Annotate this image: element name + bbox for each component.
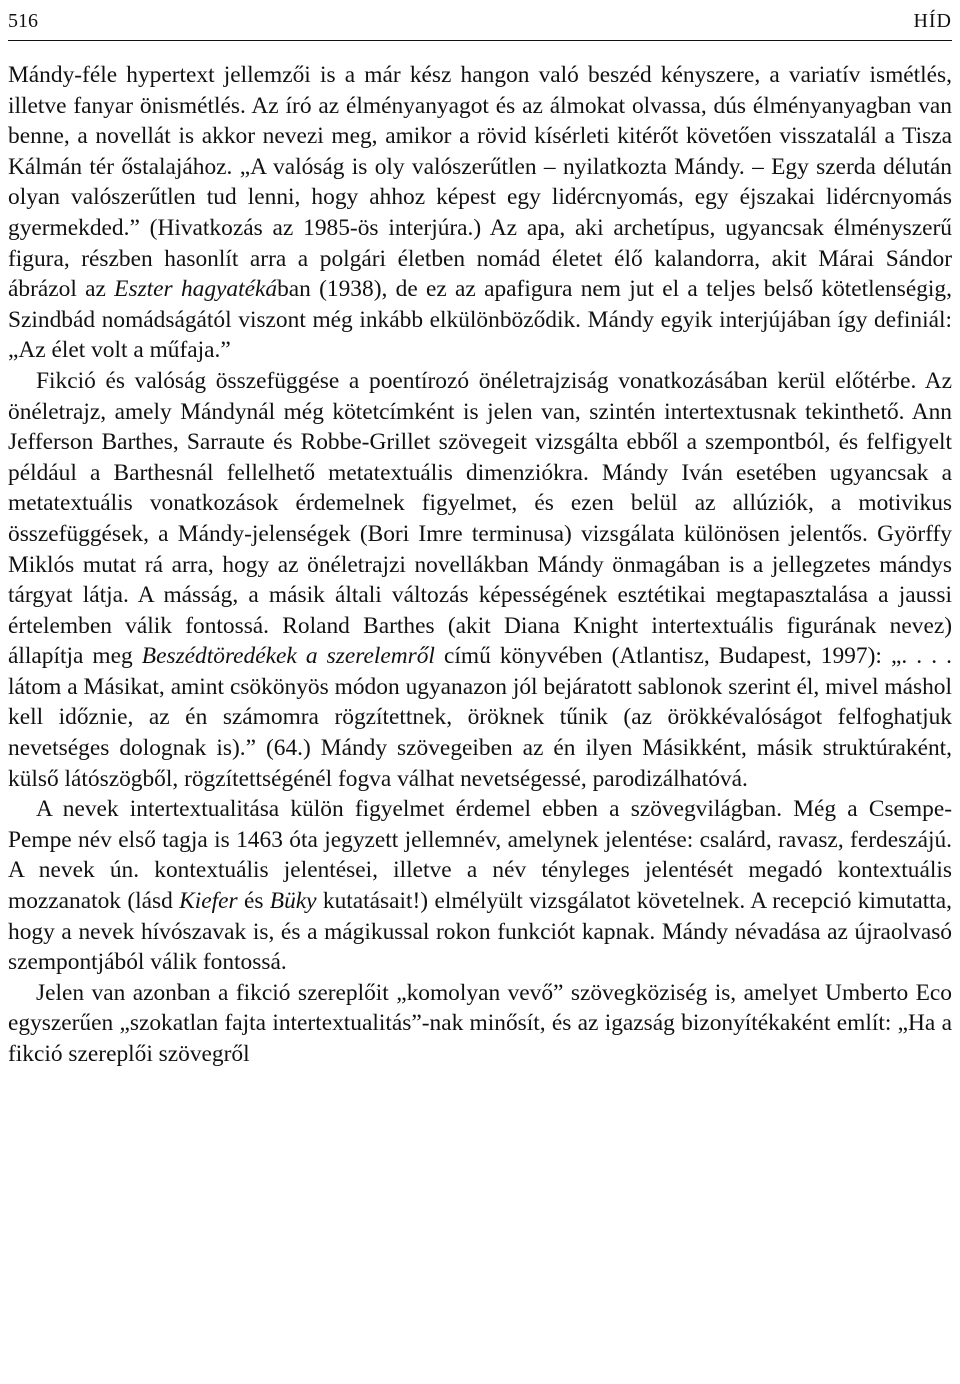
journal-name: HÍD <box>913 10 952 32</box>
paragraph-text: című könyvében (Atlantisz, Budapest, 1997): „. . . . látom a Másikat, amint csökönyös módon ugyanazon jól bejáratott sablonok szerint él, mivel máshol kell időznie, az én számomra rögzítettnek, öröknek tűnik (az örökkévalóságot felfoghatjuk nevetséges dolognak is).” (64.) Mándy szövegeiben az én ilyen Másikként, másik struktúraként, külső látószögből, rögzítettségénél fogva válhat nevetségessé, parodizálhatóvá. <box>8 643 952 792</box>
paragraph <box>8 60 952 366</box>
italic-title-text: Beszédtöredékek a szerelemről <box>141 643 435 670</box>
italic-title-text: Kiefer <box>179 888 238 915</box>
header-rule <box>8 40 952 41</box>
italic-title-text: Büky <box>269 888 317 915</box>
paragraph-text: A nevek intertextualitása külön figyelmet érdemel ebben a szövegvilágban. Még a Csempe-Pempe név első tagja is 1463 óta jegyzett jellemnév, amelynek jelentése: csalárd, ravasz, ferdeszájú. A nevek ún. kontextuális jelentései, illetve a név tényleges jelentését megadó kontextuális mozzanatok (lásd <box>8 796 952 915</box>
running-head <box>8 6 952 36</box>
paragraph-text: Jelen van azonban a fikció szereplőit „komolyan vevő” szövegköziség is, amelyet Umberto Eco egyszerűen „szokatlan fajta intertextualitás”-nak minősít, és az igazság bizonyítékaként említ: „Ha a fikció szereplői szövegről <box>8 979 952 1067</box>
paragraph <box>8 794 952 978</box>
paragraph <box>8 978 952 1070</box>
body-text <box>8 60 952 1070</box>
paragraph-text: ban (1938), de ez az apafigura nem jut el a teljes belső kötetlenségig, Szindbád nomádságától viszont még inkább elkülönböződik. Mándy egyik interjújában így definiál: „Az élet volt a műfaja.” <box>8 276 952 364</box>
italic-title-text: Eszter hagyatéká <box>114 276 278 303</box>
paragraph-text: és <box>237 888 270 915</box>
paragraph-text: Fikció és valóság összefüggése a poentírozó önéletrajziság vonatkozásában kerül előtérbe. Az önéletrajz, amely Mándynál még kötetcímként is jelen van, szintén intertextusnak tekinthető. Ann Jefferson Barthes, Sarraute és Robbe-Grillet szövegeit vizsgálta ebből a szempontból, és felfigyelt például a Barthesnál fellelhető metatextuális dimenziókra. Mándy Iván esetében ugyancsak a metatextuális vonatkozások érdemelnek figyelmet, és ezen belül az allúziók, a motivikus összefüggések, a Mándy-jelenségek (Bori Imre terminusa) vizsgálata különösen jelentős. Györffy Miklós mutat rá arra, hogy az önéletrajzi novellákban Mándy önmagában is a jellegzetes mándys tárgyat látja. A másság, a másik általi változás képességének esztétikai megtapasztalása a jaussi értelemben válik fontossá. Roland Barthes (akit Diana Knight intertextuális figurának nevez) állapítja meg <box>8 367 952 670</box>
page-number: 516 <box>8 10 38 32</box>
paragraph <box>8 366 952 794</box>
paragraph-text: Mándy-féle hypertext jellemzői is a már kész hangon való beszéd kényszere, a variatív ismétlés, illetve fanyar önismétlés. Az író az élményanyagot és az álmokat olvassa, dús élményanyagban van benne, a novellát is akkor nevezi meg, amikor a rövid kísérleti kitérőt követően visszatalál a Tisza Kálmán tér őstalajához. „A valóság is oly valószerűtlen – nyilatkozta Mándy. – Egy szerda délután olyan valószerűtlen tud lenni, hogy ahhoz képest egy lidércnyomás, egy éjszakai lidércnyomás gyermekded.” (Hivatkozás az 1985-ös interjúra.) Az apa, aki archetípus, ugyancsak élményszerű figura, részben hasonlít arra a polgári életben nomád életet élő kalandorra, akit Márai Sándor ábrázol az <box>8 62 952 303</box>
paragraph-text: kutatásait!) elmélyült vizsgálatot követelnek. A recepció kimutatta, hogy a nevek hívószavak is, és a mágikussal rokon funkciót kapnak. Mándy névadása az újraolvasó szempontjából válik fontossá. <box>8 888 952 976</box>
